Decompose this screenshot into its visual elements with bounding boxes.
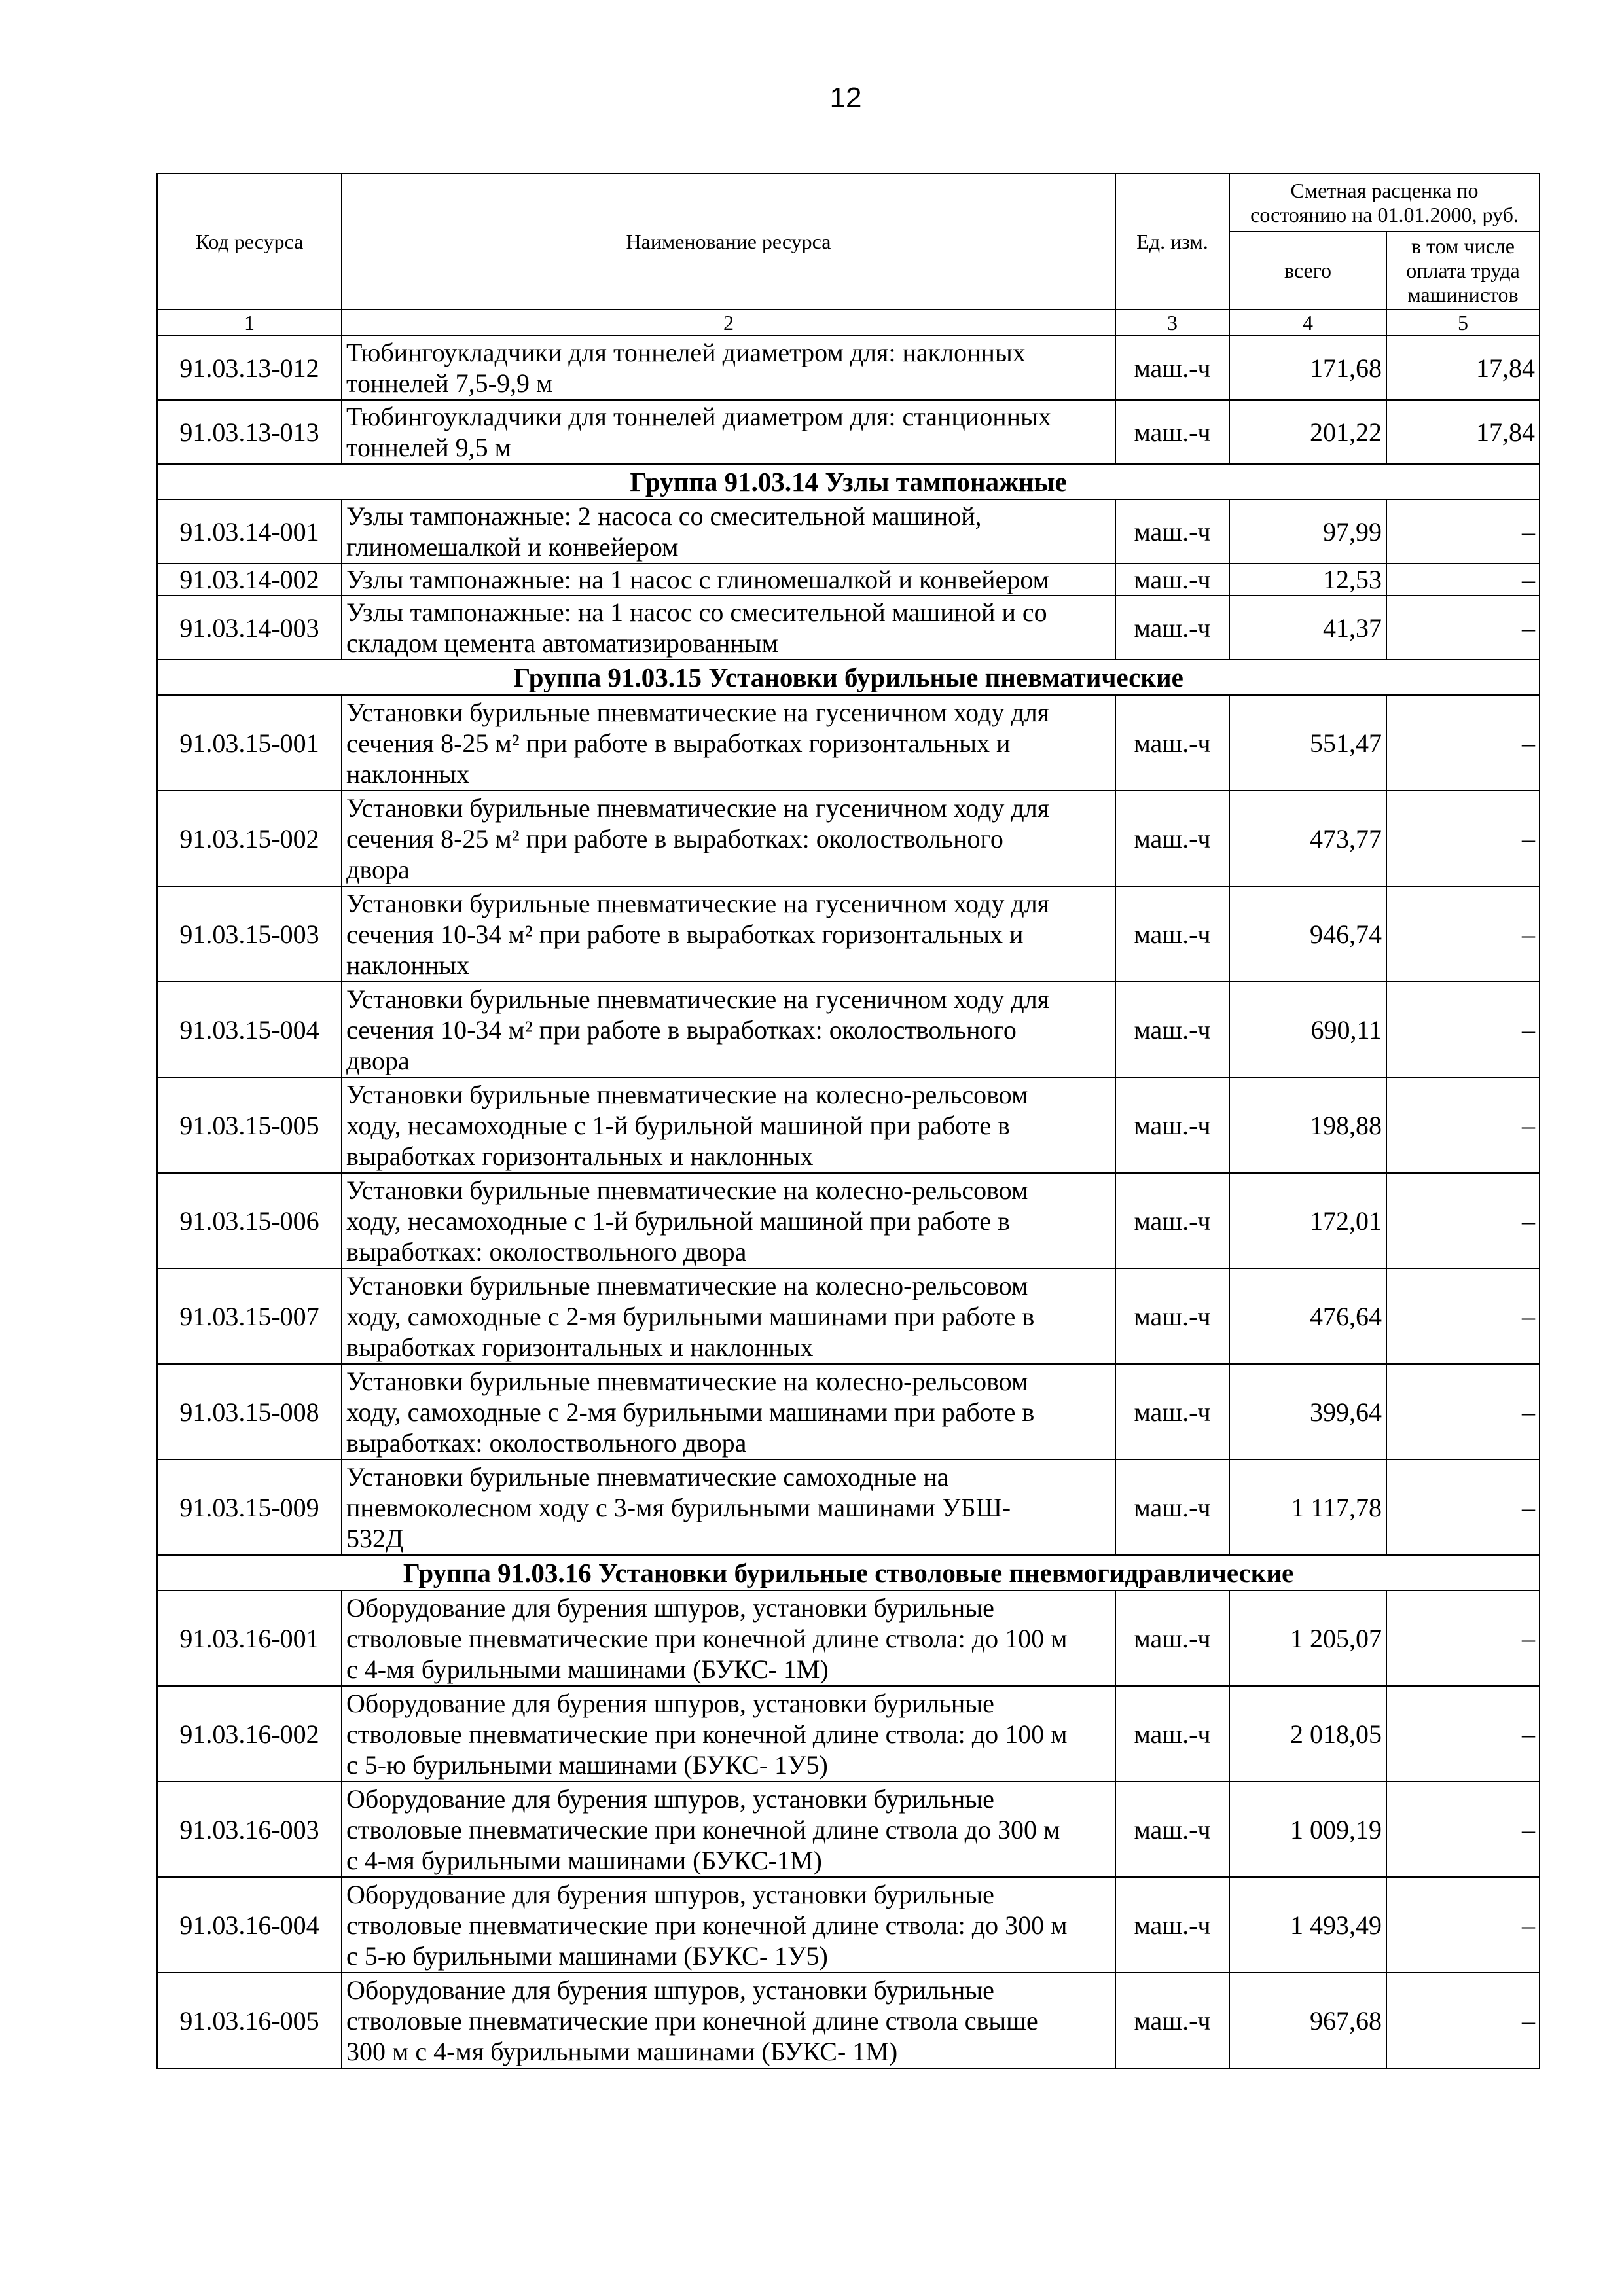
resource-name: Оборудование для бурения шпуров, установки бурильные стволовые пневматические при конечной длине ствола: до 100 м с 4-мя бурильными машинами (БУКС- 1М) bbox=[342, 1590, 1115, 1686]
price-total: 201,22 bbox=[1229, 400, 1386, 464]
price-labor: – bbox=[1386, 1460, 1540, 1555]
resource-unit: маш.-ч bbox=[1115, 1686, 1229, 1782]
column-number: 5 bbox=[1386, 310, 1540, 336]
resource-unit: маш.-ч bbox=[1115, 596, 1229, 660]
group-title: Группа 91.03.15 Установки бурильные пневматические bbox=[157, 660, 1540, 695]
price-total: 473,77 bbox=[1229, 791, 1386, 886]
resource-unit: маш.-ч bbox=[1115, 1460, 1229, 1555]
resource-unit: маш.-ч bbox=[1115, 1173, 1229, 1268]
price-labor: – bbox=[1386, 1877, 1540, 1973]
resource-unit: маш.-ч bbox=[1115, 400, 1229, 464]
resource-unit: маш.-ч bbox=[1115, 982, 1229, 1077]
resource-name: Установки бурильные пневматические на гусеничном ходу для сечения 8-25 м² при работе в выработках: околоствольного двора bbox=[342, 791, 1115, 886]
price-total: 172,01 bbox=[1229, 1173, 1386, 1268]
column-number: 4 bbox=[1229, 310, 1386, 336]
price-labor: – bbox=[1386, 1077, 1540, 1173]
table-row bbox=[157, 336, 1540, 400]
resource-unit: маш.-ч bbox=[1115, 791, 1229, 886]
resource-code: 91.03.14-002 bbox=[157, 564, 342, 596]
price-total: 946,74 bbox=[1229, 886, 1386, 982]
table-row bbox=[157, 791, 1540, 886]
header-unit: Ед. изм. bbox=[1115, 173, 1229, 310]
price-labor: – bbox=[1386, 1268, 1540, 1364]
table-row bbox=[157, 1077, 1540, 1173]
price-total: 2 018,05 bbox=[1229, 1686, 1386, 1782]
resource-name: Тюбингоукладчики для тоннелей диаметром для: наклонных тоннелей 7,5-9,9 м bbox=[342, 336, 1115, 400]
resource-code: 91.03.15-007 bbox=[157, 1268, 342, 1364]
column-number: 3 bbox=[1115, 310, 1229, 336]
price-labor: – bbox=[1386, 1686, 1540, 1782]
price-total: 171,68 bbox=[1229, 336, 1386, 400]
table-row bbox=[157, 982, 1540, 1077]
resource-code: 91.03.14-003 bbox=[157, 596, 342, 660]
table-row bbox=[157, 1364, 1540, 1460]
resource-unit: маш.-ч bbox=[1115, 1782, 1229, 1877]
resource-code: 91.03.16-003 bbox=[157, 1782, 342, 1877]
price-labor: – bbox=[1386, 1590, 1540, 1686]
price-labor: – bbox=[1386, 564, 1540, 596]
resource-code: 91.03.15-008 bbox=[157, 1364, 342, 1460]
resource-name: Оборудование для бурения шпуров, установки бурильные стволовые пневматические при конечной длине ствола: до 300 м с 5-ю бурильными машинами (БУКС- 1У5) bbox=[342, 1877, 1115, 1973]
resource-name: Оборудование для бурения шпуров, установки бурильные стволовые пневматические при конечной длине ствола до 300 м с 4-мя бурильными машинами (БУКС-1М) bbox=[342, 1782, 1115, 1877]
resource-unit: маш.-ч bbox=[1115, 1590, 1229, 1686]
header-labor: в том числе оплата труда машинистов bbox=[1386, 232, 1540, 310]
resource-unit: маш.-ч bbox=[1115, 695, 1229, 791]
resource-name: Узлы тампонажные: 2 насоса со смесительной машиной, глиномешалкой и конвейером bbox=[342, 499, 1115, 564]
price-total: 12,53 bbox=[1229, 564, 1386, 596]
resource-code: 91.03.16-001 bbox=[157, 1590, 342, 1686]
price-labor: – bbox=[1386, 1973, 1540, 2068]
group-title: Группа 91.03.14 Узлы тампонажные bbox=[157, 464, 1540, 499]
resource-name: Установки бурильные пневматические на колесно-рельсовом ходу, самоходные с 2-мя бурильными машинами при работе в выработках: околоствольного двора bbox=[342, 1364, 1115, 1460]
header-total: всего bbox=[1229, 232, 1386, 310]
resource-code: 91.03.15-006 bbox=[157, 1173, 342, 1268]
group-row bbox=[157, 1555, 1540, 1590]
table-row bbox=[157, 1686, 1540, 1782]
price-labor: – bbox=[1386, 1364, 1540, 1460]
price-labor: – bbox=[1386, 886, 1540, 982]
price-labor: – bbox=[1386, 499, 1540, 564]
resource-code: 91.03.15-001 bbox=[157, 695, 342, 791]
price-total: 1 493,49 bbox=[1229, 1877, 1386, 1973]
price-total: 551,47 bbox=[1229, 695, 1386, 791]
resource-code: 91.03.15-003 bbox=[157, 886, 342, 982]
resource-name: Тюбингоукладчики для тоннелей диаметром для: станционных тоннелей 9,5 м bbox=[342, 400, 1115, 464]
price-labor: 17,84 bbox=[1386, 400, 1540, 464]
resource-name: Установки бурильные пневматические на гусеничном ходу для сечения 10-34 м² при работе в выработках горизонтальных и наклонных bbox=[342, 886, 1115, 982]
resource-unit: маш.-ч bbox=[1115, 564, 1229, 596]
table-row bbox=[157, 1590, 1540, 1686]
page-number: 12 bbox=[829, 82, 862, 114]
resource-unit: маш.-ч bbox=[1115, 886, 1229, 982]
price-labor: – bbox=[1386, 1173, 1540, 1268]
resource-code: 91.03.16-004 bbox=[157, 1877, 342, 1973]
table-row bbox=[157, 1877, 1540, 1973]
resource-name: Установки бурильные пневматические на гусеничном ходу для сечения 10-34 м² при работе в выработках: околоствольного двора bbox=[342, 982, 1115, 1077]
table-row bbox=[157, 1460, 1540, 1555]
resource-code: 91.03.15-002 bbox=[157, 791, 342, 886]
table-header-row bbox=[157, 173, 1540, 232]
group-row bbox=[157, 660, 1540, 695]
column-numbers-row bbox=[157, 310, 1540, 336]
price-total: 198,88 bbox=[1229, 1077, 1386, 1173]
resource-unit: маш.-ч bbox=[1115, 1877, 1229, 1973]
price-labor: – bbox=[1386, 596, 1540, 660]
resource-name: Установки бурильные пневматические на колесно-рельсовом ходу, самоходные с 2-мя бурильными машинами при работе в выработках горизонтальных и наклонных bbox=[342, 1268, 1115, 1364]
resource-code: 91.03.16-005 bbox=[157, 1973, 342, 2068]
resource-name: Установки бурильные пневматические на колесно-рельсовом ходу, несамоходные с 1-й бурильной машиной при работе в выработках горизонтальных и наклонных bbox=[342, 1077, 1115, 1173]
table-row bbox=[157, 1268, 1540, 1364]
resource-code: 91.03.15-005 bbox=[157, 1077, 342, 1173]
price-labor: – bbox=[1386, 1782, 1540, 1877]
table-row bbox=[157, 1782, 1540, 1877]
header-code: Код ресурса bbox=[157, 173, 342, 310]
table-row bbox=[157, 564, 1540, 596]
resource-unit: маш.-ч bbox=[1115, 1973, 1229, 2068]
resource-unit: маш.-ч bbox=[1115, 499, 1229, 564]
price-labor: – bbox=[1386, 791, 1540, 886]
resource-name: Установки бурильные пневматические на гусеничном ходу для сечения 8-25 м² при работе в выработках горизонтальных и наклонных bbox=[342, 695, 1115, 791]
table-row bbox=[157, 1973, 1540, 2068]
price-total: 1 205,07 bbox=[1229, 1590, 1386, 1686]
price-total: 41,37 bbox=[1229, 596, 1386, 660]
resource-code: 91.03.14-001 bbox=[157, 499, 342, 564]
resource-unit: маш.-ч bbox=[1115, 1268, 1229, 1364]
table-row bbox=[157, 596, 1540, 660]
resource-unit: маш.-ч bbox=[1115, 336, 1229, 400]
group-row bbox=[157, 464, 1540, 499]
column-number: 1 bbox=[157, 310, 342, 336]
column-number: 2 bbox=[342, 310, 1115, 336]
price-total: 690,11 bbox=[1229, 982, 1386, 1077]
price-total: 1 009,19 bbox=[1229, 1782, 1386, 1877]
price-total: 399,64 bbox=[1229, 1364, 1386, 1460]
resource-table bbox=[156, 173, 1540, 2069]
resource-code: 91.03.13-013 bbox=[157, 400, 342, 464]
resource-name: Оборудование для бурения шпуров, установки бурильные стволовые пневматические при конечной длине ствола: до 100 м с 5-ю бурильными машинами (БУКС- 1У5) bbox=[342, 1686, 1115, 1782]
table-row bbox=[157, 1173, 1540, 1268]
price-labor: – bbox=[1386, 982, 1540, 1077]
table-row bbox=[157, 499, 1540, 564]
resource-name: Оборудование для бурения шпуров, установки бурильные стволовые пневматические при конечной длине ствола свыше 300 м с 4-мя бурильными машинами (БУКС- 1М) bbox=[342, 1973, 1115, 2068]
price-labor: 17,84 bbox=[1386, 336, 1540, 400]
resource-code: 91.03.15-009 bbox=[157, 1460, 342, 1555]
group-title: Группа 91.03.16 Установки бурильные стволовые пневмогидравлические bbox=[157, 1555, 1540, 1590]
resource-name: Узлы тампонажные: на 1 насос с глиномешалкой и конвейером bbox=[342, 564, 1115, 596]
header-price-group: Сметная расценка по состоянию на 01.01.2000, руб. bbox=[1229, 173, 1540, 232]
resource-name: Установки бурильные пневматические самоходные на пневмоколесном ходу с 3-мя бурильными машинами УБШ- 532Д bbox=[342, 1460, 1115, 1555]
price-labor: – bbox=[1386, 695, 1540, 791]
header-name: Наименование ресурса bbox=[342, 173, 1115, 310]
resource-code: 91.03.13-012 bbox=[157, 336, 342, 400]
price-total: 97,99 bbox=[1229, 499, 1386, 564]
resource-unit: маш.-ч bbox=[1115, 1077, 1229, 1173]
resource-unit: маш.-ч bbox=[1115, 1364, 1229, 1460]
table-row bbox=[157, 886, 1540, 982]
table-row bbox=[157, 695, 1540, 791]
price-total: 967,68 bbox=[1229, 1973, 1386, 2068]
resource-code: 91.03.16-002 bbox=[157, 1686, 342, 1782]
price-total: 476,64 bbox=[1229, 1268, 1386, 1364]
resource-code: 91.03.15-004 bbox=[157, 982, 342, 1077]
table-row bbox=[157, 400, 1540, 464]
resource-name: Установки бурильные пневматические на колесно-рельсовом ходу, несамоходные с 1-й бурильной машиной при работе в выработках: околоствольного двора bbox=[342, 1173, 1115, 1268]
resource-name: Узлы тампонажные: на 1 насос со смесительной машиной и со складом цемента автоматизированным bbox=[342, 596, 1115, 660]
price-total: 1 117,78 bbox=[1229, 1460, 1386, 1555]
